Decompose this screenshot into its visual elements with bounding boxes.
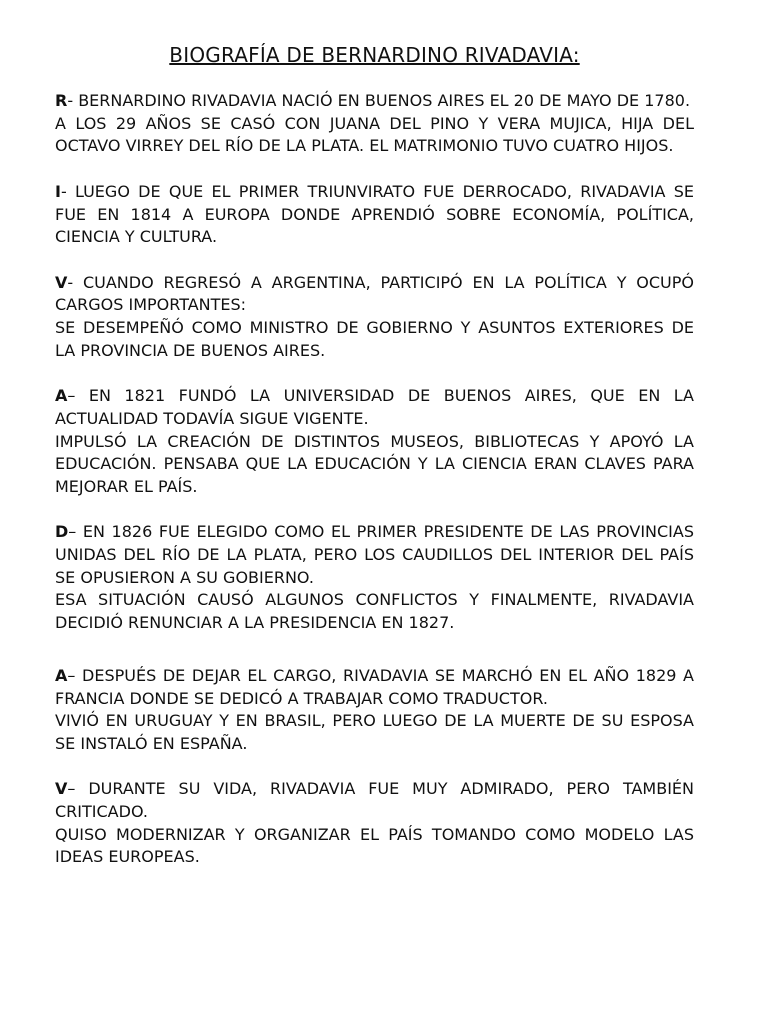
paragraph-text: – EN 1826 FUE ELEGIDO COMO EL PRIMER PRESIDENTE DE LAS PROVINCIAS UNIDAS DEL RÍO DE LA PLATA, PERO LOS CAUDILLOS DEL INTERIOR DEL PAÍS SE OPUSIERON A SU GOBIERNO. [55, 522, 694, 587]
section-paragraph [55, 181, 694, 249]
section-a [55, 385, 694, 499]
section-paragraph: QUISO MODERNIZAR Y ORGANIZAR EL PAÍS TOMANDO COMO MODELO LAS IDEAS EUROPEAS. [55, 824, 694, 867]
section-paragraph [55, 665, 694, 710]
paragraph-text: - LUEGO DE QUE EL PRIMER TRIUNVIRATO FUE DERROCADO, RIVADAVIA SE FUE EN 1814 A EUROPA DONDE APRENDIÓ SOBRE ECONOMÍA, POLÍTICA, CIENCIA Y CULTURA. [55, 181, 694, 247]
acrostic-initial: A [55, 386, 68, 406]
acrostic-initial: R [55, 91, 68, 110]
page-title: BIOGRAFÍA DE BERNARDINO RIVADAVIA: [169, 43, 580, 67]
document-page [55, 42, 694, 892]
section-i [55, 181, 694, 249]
acrostic-initial: D [55, 522, 69, 542]
section-a-2 [55, 665, 694, 756]
section-paragraph: IMPULSÓ LA CREACIÓN DE DISTINTOS MUSEOS, BIBLIOTECAS Y APOYÓ LA EDUCACIÓN. PENSABA QUE LA EDUCACIÓN Y LA CIENCIA ERAN CLAVES PARA MEJORAR EL PAÍS. [55, 431, 694, 496]
acrostic-initial: A [55, 665, 68, 685]
section-paragraph: VIVIÓ EN URUGUAY Y EN BRASIL, PERO LUEGO DE LA MUERTE DE SU ESPOSA SE INSTALÓ EN ESPAÑA. [55, 711, 694, 753]
paragraph-text: – EN 1821 FUNDÓ LA UNIVERSIDAD DE BUENOS AIRES, QUE EN LA ACTUALIDAD TODAVÍA SIGUE VIGENTE. [55, 386, 694, 428]
section-v [55, 272, 694, 363]
paragraph-text: - BERNARDINO RIVADAVIA NACIÓ EN BUENOS AIRES EL 20 DE MAYO DE 1780. [67, 91, 691, 110]
section-paragraph [55, 521, 694, 589]
section-v-2 [55, 778, 694, 869]
section-paragraph [55, 385, 694, 430]
acrostic-initial: V [55, 272, 68, 292]
section-paragraph [55, 778, 694, 823]
section-d [55, 521, 694, 635]
acrostic-initial: V [55, 779, 68, 799]
acrostic-initial: I [55, 181, 61, 201]
paragraph-text: – DURANTE SU VIDA, RIVADAVIA FUE MUY ADMIRADO, PERO TAMBIÉN CRITICADO. [55, 779, 694, 822]
section-paragraph: SE DESEMPEÑÓ COMO MINISTRO DE GOBIERNO Y ASUNTOS EXTERIORES DE LA PROVINCIA DE BUENOS AIRES. [55, 318, 694, 360]
section-paragraph [55, 90, 694, 113]
paragraph-text: - CUANDO REGRESÓ A ARGENTINA, PARTICIPÓ EN LA POLÍTICA Y OCUPÓ CARGOS IMPORTANTES: [55, 272, 694, 315]
section-r [55, 90, 694, 158]
paragraph-text: – DESPUÉS DE DEJAR EL CARGO, RIVADAVIA SE MARCHÓ EN EL AÑO 1829 A FRANCIA DONDE SE DEDICÓ A TRABAJAR COMO TRADUCTOR. [55, 665, 694, 708]
section-paragraph: ESA SITUACIÓN CAUSÓ ALGUNOS CONFLICTOS Y FINALMENTE, RIVADAVIA DECIDIÓ RENUNCIAR A LA PRESIDENCIA EN 1827. [55, 590, 694, 633]
section-paragraph [55, 272, 694, 317]
section-paragraph: A LOS 29 AÑOS SE CASÓ CON JUANA DEL PINO Y VERA MUJICA, HIJA DEL OCTAVO VIRREY DEL RÍO DE LA PLATA. EL MATRIMONIO TUVO CUATRO HIJOS. [55, 113, 694, 156]
